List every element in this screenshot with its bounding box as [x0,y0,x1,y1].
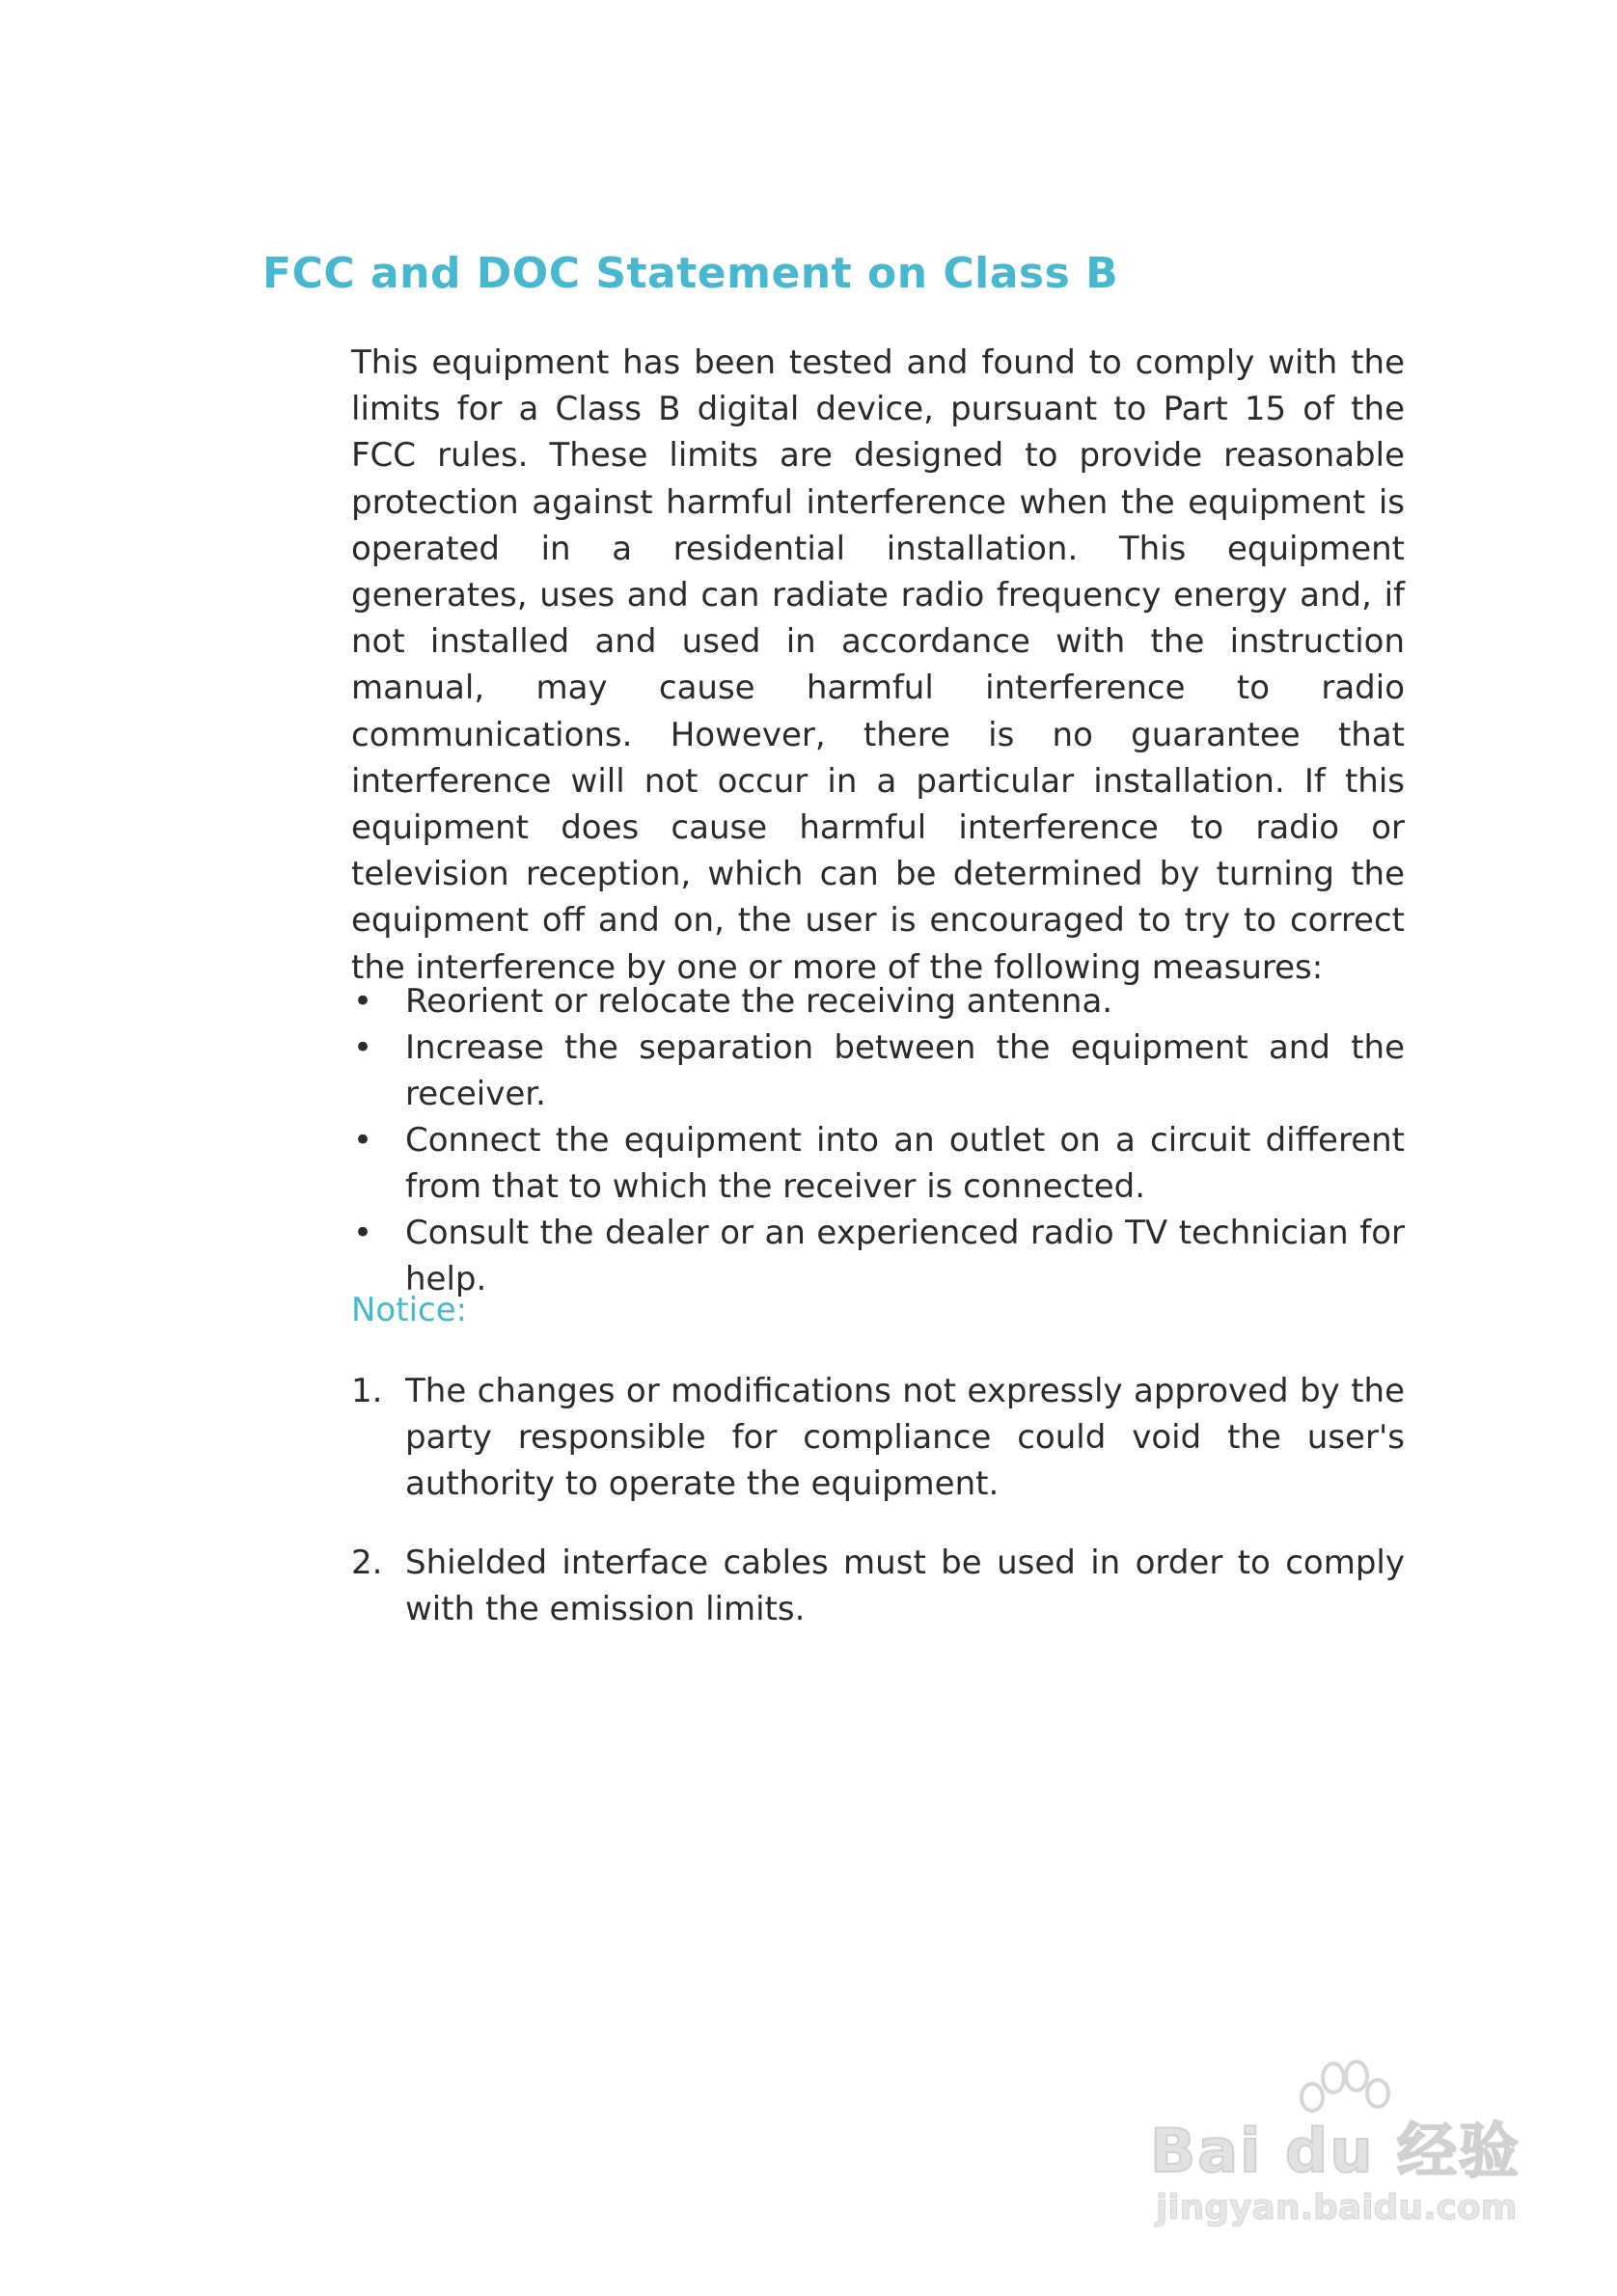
baidu-watermark [1146,2051,1532,2244]
notice-item [351,1368,1405,1507]
measures-list [351,978,1405,1302]
notice-item-number: 2. [351,1544,383,1582]
statement-paragraph: This equipment has been tested and found to comply with the limits for a Class B digital device, pursuant to Part 15 of the FCC rules. These limits are designed to provide reasonable protection against harmful interference when the equipment is operated in a residential installation. This equipment generates, uses and can radiate radio frequency energy and, if not installed and used in accordance with the instruction manual, may cause harmful interference to radio communications. However, there is no guarantee that interference will not occur in a particular installation. If this equipment does cause harmful interference to radio or television reception, which can be determined by turning the equipment off and on, the user is encouraged to try to correct the interference by one or more of the following measures: [351,343,1405,987]
watermark-url: jingyan.baidu.com [1156,2188,1518,2228]
notice-item-number: 1. [351,1372,383,1410]
page-title: FCC and DOC Statement on Class B [262,249,1119,298]
notice-heading: Notice: [351,1291,468,1329]
notice-list [351,1368,1405,1665]
list-item-text: Reorient or relocate the receiving antenna. [405,982,1113,1021]
list-item [351,978,1405,1025]
bullet-marker: • [353,1121,373,1160]
bullet-marker: • [353,982,373,1021]
bullet-marker: • [353,1214,373,1252]
notice-item-text: The changes or modifications not expressly approved by the party responsible for compliance could void the user's authority to operate the equipment. [405,1372,1405,1503]
list-item-text: Connect the equipment into an outlet on a circuit different from that to which the receiver is connected. [405,1121,1405,1206]
bullet-marker: • [353,1028,373,1067]
notice-item [351,1540,1405,1632]
list-item-text: Increase the separation between the equipment and the receiver. [405,1028,1405,1113]
list-item-text: Consult the dealer or an experienced radio TV technician for help. [405,1214,1405,1298]
list-item [351,1025,1405,1117]
notice-item-text: Shielded interface cables must be used in order to comply with the emission limits. [405,1544,1405,1628]
list-item [351,1210,1405,1302]
watermark-logo-text: Bai du 经验 [1150,2116,1521,2186]
list-item [351,1117,1405,1210]
